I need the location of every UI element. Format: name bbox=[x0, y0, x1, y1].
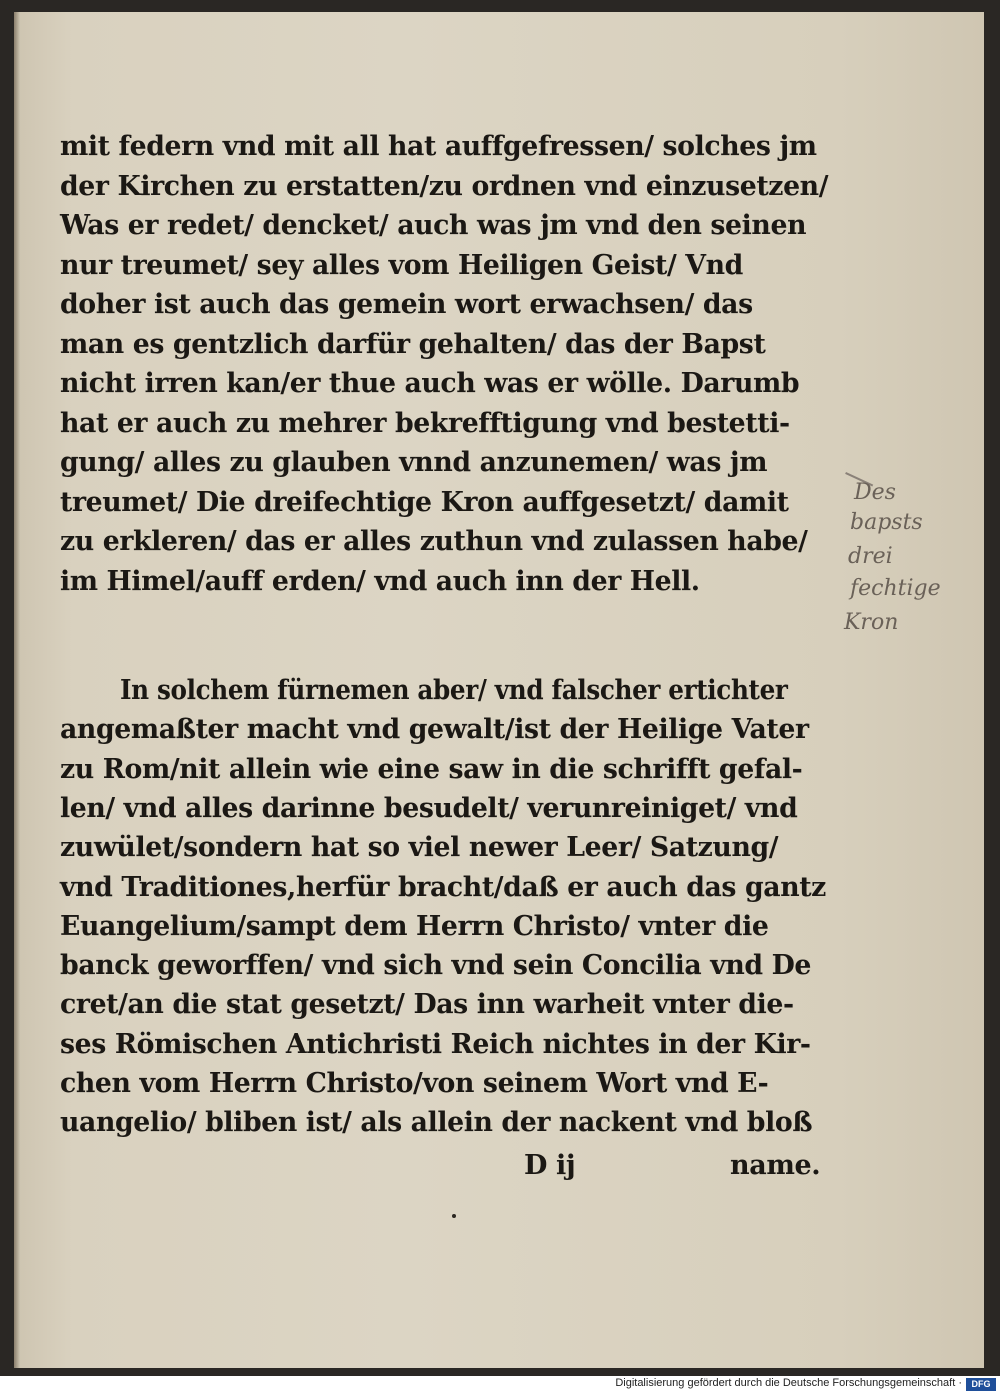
text-line: uangelio/ bliben ist/ als allein der nackent vnd bloß bbox=[60, 1107, 813, 1139]
text-line: ses Römischen Antichristi Reich nichtes in der Kir- bbox=[60, 1028, 811, 1060]
text-line: cret/an die stat gesetzt/ Das inn warheit vnter die- bbox=[60, 989, 794, 1021]
marginal-line: Kron bbox=[844, 610, 899, 635]
text-line: nicht irren kan/er thue auch was er wölle. Darumb bbox=[60, 368, 800, 399]
marginal-line: bapsts bbox=[850, 510, 923, 535]
text-line: Euangelium/sampt dem Herrn Christo/ vnter die bbox=[60, 910, 769, 942]
text-line: gung/ alles zu glauben vnnd anzunemen/ was jm bbox=[60, 447, 768, 478]
text-line: angemaßter macht vnd gewalt/ist der Heilige Vater bbox=[60, 714, 809, 746]
text-line: Was er redet/ dencket/ auch was jm vnd den seinen bbox=[60, 210, 807, 241]
marginal-line: fechtige bbox=[850, 576, 941, 601]
marginal-line: drei bbox=[848, 544, 893, 569]
marginal-line: Des bbox=[854, 480, 896, 505]
catchword: name. bbox=[730, 1150, 821, 1181]
text-line: zu Rom/nit allein wie eine saw in die schrifft gefal- bbox=[60, 753, 803, 785]
signature-mark: D ij bbox=[524, 1150, 576, 1181]
text-line: In solchem fürnemen aber/ vnd falscher ertichter bbox=[120, 675, 788, 706]
footer-bar bbox=[0, 1376, 1000, 1394]
text-line: len/ vnd alles darinne besudelt/ verunreiniget/ vnd bbox=[60, 792, 798, 824]
text-line: man es gentzlich darfür gehalten/ das der Bapst bbox=[60, 328, 766, 360]
text-line: banck geworffen/ vnd sich vnd sein Concilia vnd De bbox=[60, 950, 812, 982]
text-line: der Kirchen zu erstatten/zu ordnen vnd einzusetzen/ bbox=[60, 170, 829, 202]
book-page bbox=[14, 12, 984, 1368]
dfg-logo: DFG bbox=[966, 1378, 996, 1391]
marginal-note bbox=[836, 472, 976, 672]
ink-dot bbox=[452, 1214, 456, 1218]
text-line: im Himel/auff erden/ vnd auch inn der Hell. bbox=[60, 565, 700, 597]
text-line: mit federn vnd mit all hat auffgefressen/ solches jm bbox=[60, 131, 817, 162]
text-line: zuwület/sondern hat so viel newer Leer/ Satzung/ bbox=[60, 832, 779, 864]
text-line: nur treumet/ sey alles vom Heiligen Geist/ Vnd bbox=[60, 249, 743, 281]
text-line: vnd Traditiones,herfür bracht/daß er auch das gantz bbox=[60, 871, 826, 903]
text-line: chen vom Herrn Christo/von seinem Wort vnd E- bbox=[60, 1068, 769, 1099]
funding-notice: Digitalisierung gefördert durch die Deutsche Forschungsgemeinschaft · bbox=[615, 1377, 962, 1389]
text-line: hat er auch zu mehrer bekrefftigung vnd bestetti- bbox=[60, 407, 790, 439]
text-line: treumet/ Die dreifechtige Kron auffgesetzt/ damit bbox=[60, 486, 789, 518]
text-line: zu erkleren/ das er alles zuthun vnd zulassen habe/ bbox=[60, 526, 808, 557]
text-line: doher ist auch das gemein wort erwachsen/ das bbox=[60, 289, 753, 320]
